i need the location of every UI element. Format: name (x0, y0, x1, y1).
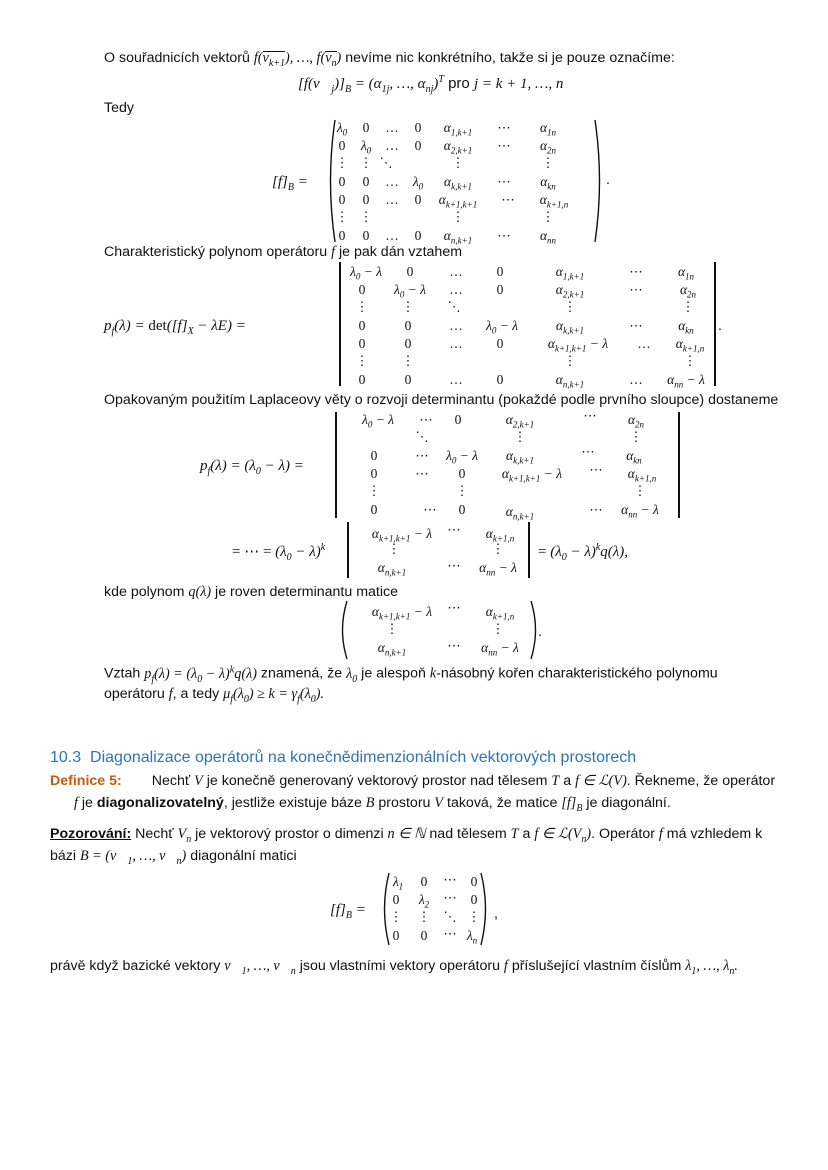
intro-text-end: nevíme nic konkrétního, takže si je pouze označíme: (341, 50, 675, 66)
det2-bar-left (335, 412, 337, 518)
period-2: . (718, 318, 722, 334)
section-title: Diagonalizace operátorů na konečnědimenzionálních vektorových prostorech (90, 749, 637, 766)
conclusion-line2: operátoru f, a tedy $\mu_f(\lambda_0) \ge k = \gamma_f(\lambda_0)$. (104, 686, 325, 705)
det3-bar-right (528, 522, 530, 578)
char-intro-a: Charakteristický polynom operátoru (104, 244, 332, 260)
q-intro: kde polynom q(λ) je roven determinantu matice (104, 584, 398, 600)
diag-left-paren (380, 872, 390, 946)
left-paren (326, 118, 336, 244)
def-a: Nechť (151, 773, 195, 789)
conclusion-line2-b: , a tedy (172, 686, 224, 702)
def2-a: je (77, 795, 97, 811)
det3-bar-left (347, 522, 349, 578)
pf-rhs: = $(\lambda_0 - \lambda)^kq(\lambda)$, (538, 542, 629, 563)
def-c: a (559, 773, 576, 789)
section-heading (50, 749, 636, 767)
final-a: právě když bazické vektory (50, 958, 225, 974)
final-c: příslušející vlastním číslům (507, 958, 686, 974)
def-b: je konečně generovaný vektorový prostor nad tělesem (202, 773, 552, 789)
conclusion-line2-a: operátoru (104, 686, 169, 702)
def2-b: , jestliže existuje báze (223, 795, 366, 811)
observation-line2: bázi $B = (v⃗_1$, …, $v⃗_n$) diagonální matici (50, 848, 297, 867)
conclusion-b: znamená, že (256, 665, 347, 682)
eq-word-pro: pro (448, 75, 470, 92)
right-paren (594, 118, 604, 244)
definition-line1: Definice 5: Nechť V je konečně generovaný vektorový prostor nad tělesem T a f ∈ ℒ(V). Řekneme, že operátor (50, 773, 776, 789)
obs-b: je vektorový prostor o dimenzi (191, 826, 388, 842)
laplace-paragraph: Opakovaným použitím Laplaceovy věty o rozvoji determinantu (pokaždé podle prvního sloupce) dostaneme (104, 392, 779, 408)
obs2-a: bázi (50, 848, 80, 864)
det2-bar-right (678, 412, 680, 518)
section-number: 10.3 (50, 749, 82, 766)
pf-det-label: $p_f(\lambda) = \det([f]_X - \lambda E)$ = (104, 318, 246, 337)
final-b: jsou vlastními vektory operátoru (295, 958, 504, 974)
intro-text-start: O souřadnicích vektorů (104, 50, 254, 66)
conclusion-a: Vztah (104, 665, 145, 682)
intro-paragraph (104, 50, 675, 69)
obs-c: nad tělesem (425, 826, 511, 842)
intro-vectors-math: $f(v_{k+1})$, …, $f(v_n)$ (253, 50, 342, 69)
def-d: . Řekneme, že operátor (626, 773, 776, 789)
obs-d: a (518, 826, 535, 842)
def-term-bold: diagonalizovatelný (96, 795, 224, 811)
observation-line1: Pozorování: Nechť $V_n$ je vektorový prostor o dimenzi n ∈ ℕ nad tělesem T a f ∈ $ℒ(V_n)$. Operátor f má vzhledem k (50, 826, 763, 845)
diag-fB-label: $[f]_B$ = (330, 902, 366, 921)
char-intro-b: je pak dán vztahem (335, 244, 463, 260)
def2-c: prostoru (374, 795, 435, 811)
obs-a: Nechť (131, 826, 178, 842)
coordinates-equation: $[f(v⃗_j)]_B = (\alpha_{1j}$, …, $\alpha_{nj})^T$ pro j = k + 1, …, n (298, 74, 564, 95)
obs-e: . Operátor (591, 826, 659, 842)
diag-right-paren (480, 872, 490, 946)
def2-e: je diagonální. (582, 795, 671, 811)
det-bar-right (714, 262, 716, 386)
det-char-matrix: $\lambda_0 - \lambda$ 0 … 0 $\alpha_{1,k+1}$ ⋯ $\alpha_{1n}$ 0 $\lambda_0 - \lambda$ … 0 $\alpha_{2,k+1}$ ⋯ $\alpha_{2n}$ ⋮ ⋮ ⋱ ⋮ ⋮ 0 0 … $\lambda_0 - \lambda$ $\alpha_{k,k+1}$ ⋯ $\alpha_{kn}$ 0 0 … 0 $\alpha_{k+1,k+1} - \lambda$ … $\alpha_{k+1,n}$ ⋮ ⋮ ⋮ ⋮ 0 0 … 0 $\alpha_{n,k+1}$ … $\alpha_{nn} - \lambda$ (338, 262, 718, 388)
period: . (606, 172, 610, 188)
final-sentence: právě když bazické vektory $v⃗_1$, …, $v⃗_n$ jsou vlastními vektory operátoru f příslušející vlastním číslům $\lambda_1$, …, $\lambda_n$. (50, 958, 738, 977)
pf-expansion-label: $p_f(\lambda) = (\lambda_0 - \lambda)$ = (200, 458, 304, 477)
conclusion-line1: Vztah $p_f(\lambda) = (\lambda_0 - \lambda)^kq(\lambda)$ znamená, že $\lambda_0$ je alespoň k-násobný kořen charakteristického polynomu (104, 664, 718, 685)
q-left-paren (338, 600, 348, 660)
det-minor-matrix: $\lambda_0 - \lambda$ ⋯ 0 $\alpha_{2,k+1}$ ⋯ $\alpha_{2n}$ ⋱ ⋮ ⋮ 0 ⋯ $\lambda_0 - \lambda$ $\alpha_{k,k+1}$ ⋯ $\alpha_{kn}$ 0 ⋯ 0 $\alpha_{k+1,k+1} - \lambda$ ⋯ $\alpha_{k+1,n}$ ⋮ ⋮ ⋮ 0 ⋯ 0 $\alpha_{n,k+1}$ ⋯ $\alpha_{nn} - \lambda$ (334, 412, 682, 520)
matrix-q: $\alpha_{k+1,k+1} - \lambda$ ⋯ $\alpha_{k+1,n}$ ⋮ ⋮ $\alpha_{n,k+1}$ ⋯ $\alpha_{nn} - \lambda$ (338, 600, 548, 660)
definition-label: Definice 5: (50, 773, 122, 789)
diagonal-matrix: $\lambda_1$ 0 ⋯ 0 0 $\lambda_2$ ⋯ 0 ⋮ ⋮ ⋱ ⋮ 0 0 ⋯ $\lambda_n$ (380, 872, 492, 946)
observation-label: Pozorování: (50, 826, 132, 842)
pf-power-label: = ⋯ = $(\lambda_0 - \lambda)^k$ (232, 542, 326, 563)
det-bar-left (339, 262, 341, 386)
definition-line2: f je diagonalizovatelný, jestliže existuje báze B prostoru V taková, že matice $[f]_B$ je diagonální. (74, 795, 671, 814)
obs-f: má vzhledem k (662, 826, 763, 842)
def2-d: taková, že matice (443, 795, 562, 811)
conclusion-c: je alespoň (357, 665, 430, 682)
period-3: . (538, 624, 542, 640)
q-intro-b: je roven determinantu matice (211, 584, 398, 600)
word-tedy: Tedy (104, 100, 134, 116)
conclusion-d: -násobný kořen charakteristického polynomu (436, 665, 718, 682)
matrix-fB: $\lambda_0$ 0 … 0 $\alpha_{1,k+1}$ ⋯ $\alpha_{1n}$ 0 $\lambda_0$ … 0 $\alpha_{2,k+1}$ ⋯ $\alpha_{2n}$ ⋮ ⋮ ⋱ ⋮ ⋮ 0 0 … $\lambda_0$ $\alpha_{k,k+1}$ ⋯ $\alpha_{kn}$ 0 0 … 0 $\alpha_{k+1,k+1}$ ⋯ $\alpha_{k+1,n}$ ⋮ ⋮ ⋮ ⋮ 0 0 … 0 $\alpha_{n,k+1}$ ⋯ $\alpha_{nn}$ (326, 118, 616, 244)
q-intro-a: kde polynom (104, 584, 189, 600)
fB-label: $[f]_B$ = (272, 174, 308, 193)
char-intro: Charakteristický polynom operátoru f je pak dán vztahem (104, 244, 463, 260)
obs2-b: diagonální matici (186, 848, 297, 864)
det-block-matrix: $\alpha_{k+1,k+1} - \lambda$ ⋯ $\alpha_{k+1,n}$ ⋮ ⋮ $\alpha_{n,k+1}$ ⋯ $\alpha_{nn} - \lambda$ (346, 522, 532, 578)
comma: , (494, 906, 498, 922)
